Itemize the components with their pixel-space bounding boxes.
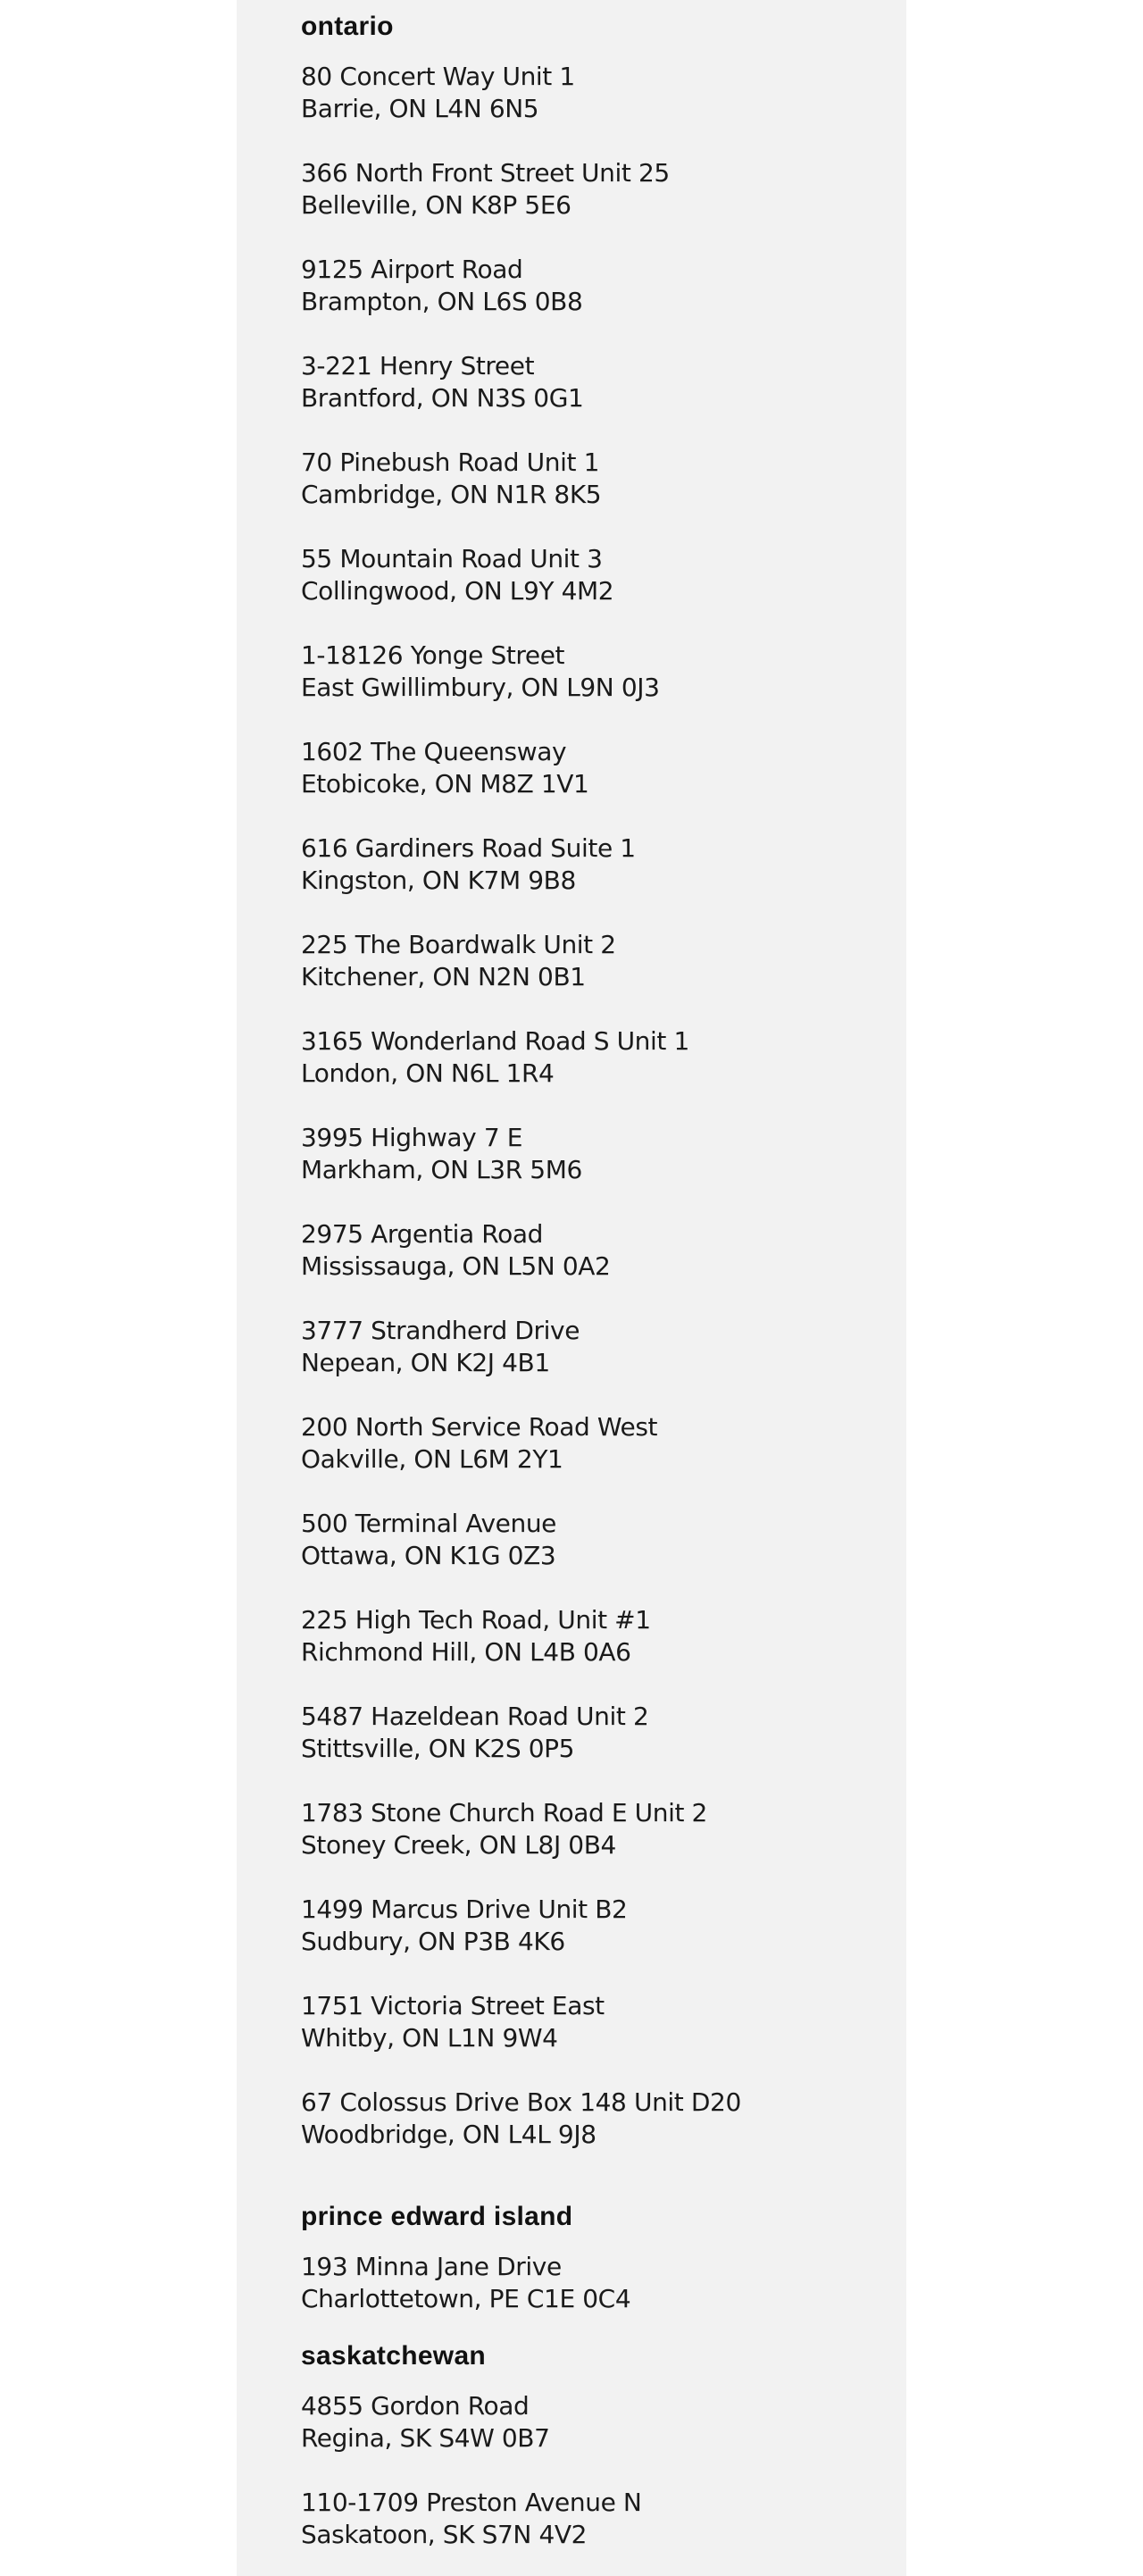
store-address <box>301 1797 741 1894</box>
store-address <box>301 2087 741 2162</box>
region-section <box>301 2199 630 2326</box>
address-list <box>301 2390 641 2562</box>
city-province-postal: Kitchener, ON N2N 0B1 <box>301 962 586 991</box>
city-province-postal: Mississauga, ON L5N 0A2 <box>301 1251 611 1281</box>
address-list <box>301 61 741 2162</box>
street-address: 70 Pinebush Road Unit 1 <box>301 447 599 477</box>
street-address: 110-1709 Preston Avenue N <box>301 2488 642 2517</box>
city-province-postal: Woodbridge, ON L4L 9J8 <box>301 2120 597 2149</box>
store-locations-panel <box>237 0 906 2576</box>
store-address <box>301 2487 641 2562</box>
city-province-postal: Oakville, ON L6M 2Y1 <box>301 1444 563 1474</box>
store-address <box>301 157 741 254</box>
street-address: 67 Colossus Drive Box 148 Unit D20 <box>301 2087 741 2117</box>
street-address: 225 High Tech Road, Unit #1 <box>301 1605 651 1635</box>
city-province-postal: Regina, SK S4W 0B7 <box>301 2423 550 2453</box>
street-address: 3995 Highway 7 E <box>301 1123 523 1152</box>
street-address: 500 Terminal Avenue <box>301 1509 557 1538</box>
store-address <box>301 640 741 736</box>
city-province-postal: East Gwillimbury, ON L9N 0J3 <box>301 673 660 702</box>
region-section <box>301 9 741 2162</box>
store-address <box>301 447 741 543</box>
city-province-postal: Cambridge, ON N1R 8K5 <box>301 480 602 509</box>
street-address: 3777 Strandherd Drive <box>301 1316 580 1345</box>
city-province-postal: Stoney Creek, ON L8J 0B4 <box>301 1830 616 1860</box>
address-list <box>301 2251 630 2326</box>
store-address <box>301 1508 741 1604</box>
region-section <box>301 2338 641 2562</box>
store-address <box>301 1025 741 1122</box>
store-address <box>301 1218 741 1315</box>
street-address: 1-18126 Yonge Street <box>301 640 565 670</box>
street-address: 4855 Gordon Road <box>301 2391 530 2421</box>
city-province-postal: Charlottetown, PE C1E 0C4 <box>301 2284 631 2313</box>
store-address <box>301 1990 741 2087</box>
store-address <box>301 254 741 350</box>
store-address <box>301 832 741 929</box>
store-address <box>301 1411 741 1508</box>
store-address <box>301 736 741 832</box>
store-address <box>301 2390 641 2487</box>
city-province-postal: Markham, ON L3R 5M6 <box>301 1155 582 1184</box>
street-address: 1499 Marcus Drive Unit B2 <box>301 1894 628 1924</box>
city-province-postal: Sudbury, ON P3B 4K6 <box>301 1927 565 1956</box>
store-address <box>301 2251 630 2326</box>
store-address <box>301 1122 741 1218</box>
city-province-postal: Etobicoke, ON M8Z 1V1 <box>301 769 589 799</box>
street-address: 1751 Victoria Street East <box>301 1991 605 2020</box>
city-province-postal: London, ON N6L 1R4 <box>301 1058 555 1088</box>
city-province-postal: Brampton, ON L6S 0B8 <box>301 287 583 316</box>
city-province-postal: Barrie, ON L4N 6N5 <box>301 94 539 123</box>
street-address: 1783 Stone Church Road E Unit 2 <box>301 1798 707 1827</box>
street-address: 9125 Airport Road <box>301 255 523 284</box>
city-province-postal: Brantford, ON N3S 0G1 <box>301 383 584 413</box>
city-province-postal: Kingston, ON K7M 9B8 <box>301 866 576 895</box>
store-address <box>301 350 741 447</box>
city-province-postal: Stittsville, ON K2S 0P5 <box>301 1734 575 1763</box>
store-address <box>301 1894 741 1990</box>
store-address <box>301 929 741 1025</box>
city-province-postal: Richmond Hill, ON L4B 0A6 <box>301 1637 631 1667</box>
street-address: 1602 The Queensway <box>301 737 567 766</box>
street-address: 616 Gardiners Road Suite 1 <box>301 833 636 863</box>
region-heading: ontario <box>301 12 394 41</box>
city-province-postal: Whitby, ON L1N 9W4 <box>301 2023 558 2053</box>
city-province-postal: Nepean, ON K2J 4B1 <box>301 1348 550 1377</box>
store-address <box>301 1604 741 1701</box>
store-address <box>301 543 741 640</box>
city-province-postal: Belleville, ON K8P 5E6 <box>301 190 572 220</box>
street-address: 2975 Argentia Road <box>301 1219 543 1249</box>
region-heading: saskatchewan <box>301 2341 487 2371</box>
street-address: 193 Minna Jane Drive <box>301 2252 562 2281</box>
store-address <box>301 61 741 157</box>
street-address: 3165 Wonderland Road S Unit 1 <box>301 1026 689 1056</box>
street-address: 80 Concert Way Unit 1 <box>301 62 575 91</box>
city-province-postal: Ottawa, ON K1G 0Z3 <box>301 1541 556 1570</box>
city-province-postal: Saskatoon, SK S7N 4V2 <box>301 2520 588 2549</box>
street-address: 366 North Front Street Unit 25 <box>301 158 670 188</box>
store-address <box>301 1315 741 1411</box>
street-address: 5487 Hazeldean Road Unit 2 <box>301 1702 649 1731</box>
city-province-postal: Collingwood, ON L9Y 4M2 <box>301 576 614 606</box>
street-address: 225 The Boardwalk Unit 2 <box>301 930 616 959</box>
street-address: 3-221 Henry Street <box>301 351 535 381</box>
store-address <box>301 1701 741 1797</box>
street-address: 55 Mountain Road Unit 3 <box>301 544 603 573</box>
street-address: 200 North Service Road West <box>301 1412 658 1442</box>
region-heading: prince edward island <box>301 2202 573 2231</box>
